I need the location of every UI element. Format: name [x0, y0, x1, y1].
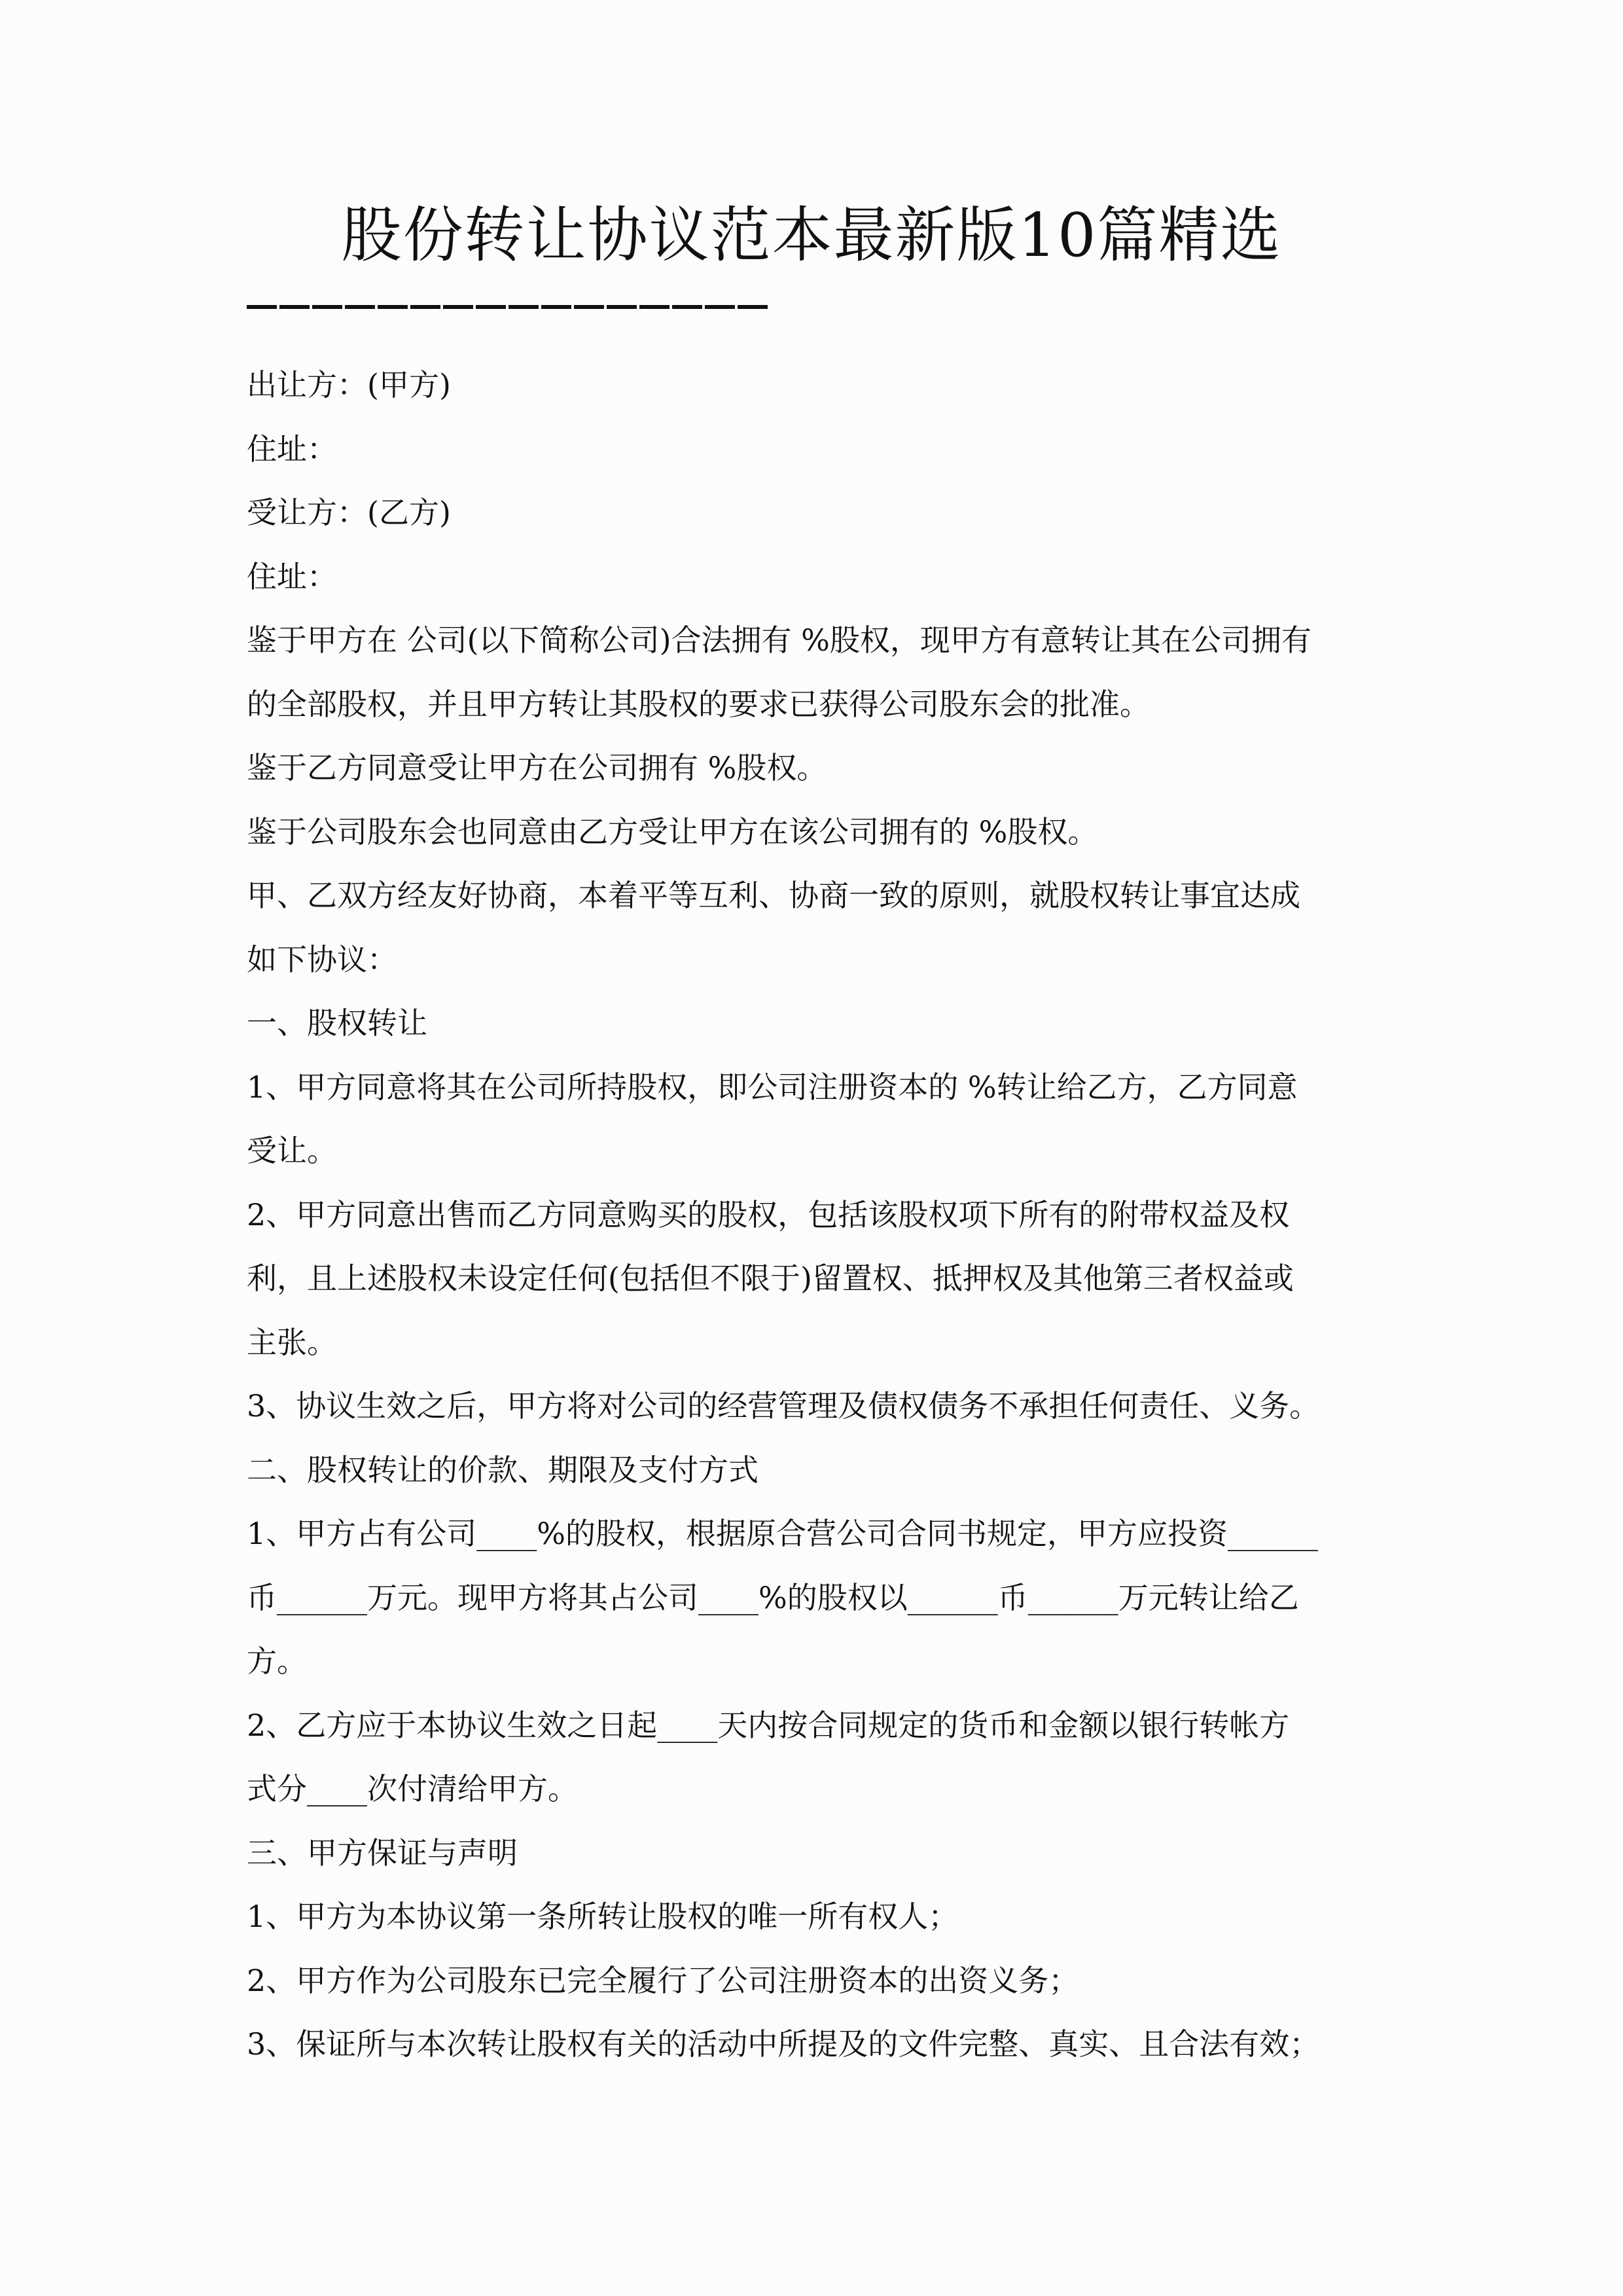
- clause-1-3: 3、协议生效之后，甲方将对公司的经营管理及债权债务不承担任何责任、义务。: [247, 1388, 1320, 1424]
- section-3-heading: 三、甲方保证与声明: [247, 1835, 518, 1871]
- party-a-address: 住址：: [247, 431, 337, 467]
- preamble-line-1: 甲、乙双方经友好协商，本着平等互利、协商一致的原则，就股权转让事宜达成: [247, 878, 1300, 913]
- title-separator: [247, 305, 770, 309]
- recital-2: 鉴于乙方同意受让甲方在公司拥有 %股权。: [247, 750, 827, 785]
- clause-3-3: 3、保证所与本次转让股权有关的活动中所提及的文件完整、真实、且合法有效；: [247, 2026, 1320, 2062]
- document-title: 股份转让协议范本最新版10篇精选: [341, 200, 1282, 270]
- clause-1-1-line-2: 受让。: [247, 1133, 337, 1168]
- clause-2-1-line-3: 方。: [247, 1643, 307, 1679]
- section-2-heading: 二、股权转让的价款、期限及支付方式: [247, 1452, 758, 1488]
- recital-1-line-1: 鉴于甲方在 公司(以下简称公司)合法拥有 %股权，现甲方有意转让其在公司拥有: [247, 622, 1311, 658]
- party-b-address: 住址：: [247, 558, 337, 594]
- clause-3-1: 1、甲方为本协议第一条所转让股权的唯一所有权人；: [247, 1899, 959, 1934]
- clause-1-2-line-2: 利，且上述股权未设定任何(包括但不限于)留置权、抵押权及其他第三者权益或: [247, 1261, 1294, 1296]
- clause-1-1-line-1: 1、甲方同意将其在公司所持股权，即公司注册资本的 %转让给乙方，乙方同意: [247, 1069, 1298, 1105]
- document-body: [247, 353, 1399, 2077]
- recital-3: 鉴于公司股东会也同意由乙方受让甲方在该公司拥有的 %股权。: [247, 814, 1098, 850]
- clause-2-1-line-1: 1、甲方占有公司____%的股权，根据原合营公司合同书规定，甲方应投资______: [247, 1516, 1318, 1551]
- clause-1-2-line-1: 2、甲方同意出售而乙方同意购买的股权，包括该股权项下所有的附带权益及权: [247, 1196, 1290, 1232]
- party-a-label: 出让方：(甲方): [247, 367, 451, 403]
- clause-2-2-line-2: 式分____次付清给甲方。: [247, 1771, 578, 1806]
- clause-2-2-line-1: 2、乙方应于本协议生效之日起____天内按合同规定的货币和金额以银行转帐方: [247, 1707, 1290, 1743]
- clause-1-2-line-3: 主张。: [247, 1324, 337, 1360]
- party-b-label: 受让方：(乙方): [247, 495, 451, 530]
- clause-2-1-line-2: 币______万元。现甲方将其占公司____%的股权以______币______万元转让给乙: [247, 1579, 1299, 1615]
- section-1-heading: 一、股权转让: [247, 1005, 427, 1041]
- recital-1-line-2: 的全部股权，并且甲方转让其股权的要求已获得公司股东会的批准。: [247, 686, 1150, 722]
- preamble-line-2: 如下协议：: [247, 941, 397, 977]
- clause-3-2: 2、甲方作为公司股东已完全履行了公司注册资本的出资义务；: [247, 1962, 1079, 1998]
